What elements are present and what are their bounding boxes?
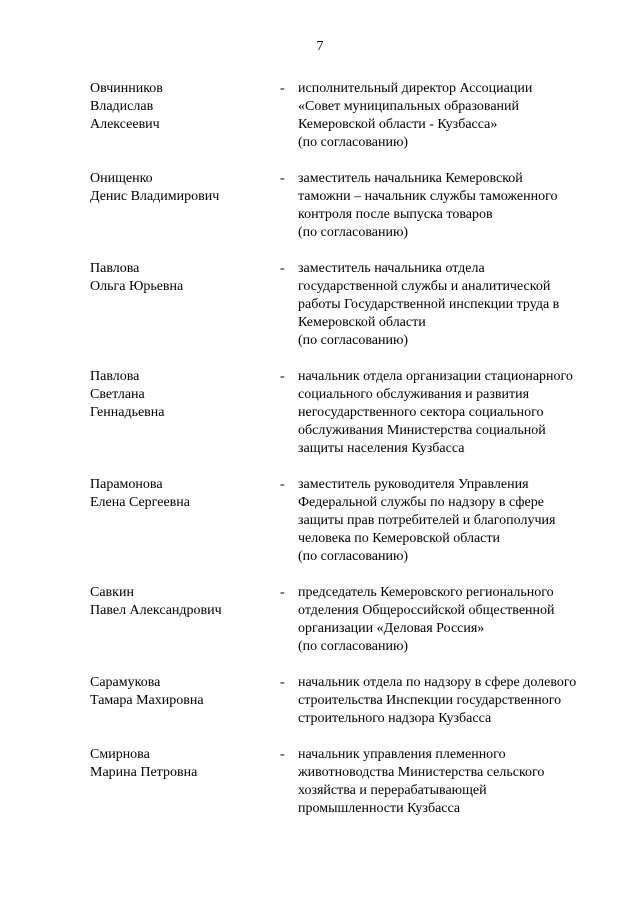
list-item	[90, 368, 610, 458]
member-name-line: Парамонова	[90, 477, 163, 492]
member-position-line: (по согласованию)	[298, 135, 409, 150]
member-position-line: (по согласованию)	[298, 639, 409, 654]
member-position-line: организации «Деловая Россия»	[298, 621, 485, 636]
separator-dash: -	[280, 675, 285, 690]
member-position-line: строительства Инспекции государственного	[298, 693, 562, 708]
member-name-line: Денис Владимирович	[90, 189, 220, 204]
member-name-line: Геннадьевна	[90, 405, 165, 420]
member-name-line: Алексеевич	[90, 117, 160, 132]
member-position-line: заместитель начальника отдела	[298, 261, 485, 276]
list-item	[90, 746, 610, 818]
member-position-line: социального обслуживания и развития	[298, 387, 530, 402]
separator-dash: -	[280, 171, 285, 186]
member-name-line: Павлова	[90, 261, 140, 276]
list-item	[90, 170, 610, 242]
separator-dash: -	[280, 81, 285, 96]
member-name	[90, 476, 280, 566]
member-position-line: животноводства Министерства сельского	[298, 765, 545, 780]
member-position-line: защиты населения Кузбасса	[298, 441, 465, 456]
separator-dash: -	[280, 747, 285, 762]
separator-dash: -	[280, 585, 285, 600]
member-list	[90, 80, 610, 836]
member-name-line: Савкин	[90, 585, 134, 600]
member-position	[298, 746, 610, 818]
member-position-line: заместитель руководителя Управления	[298, 477, 529, 492]
member-position-line: председатель Кемеровского регионального	[298, 585, 554, 600]
member-position-line: (по согласованию)	[298, 225, 409, 240]
list-item	[90, 260, 610, 350]
member-name	[90, 674, 280, 728]
member-name-line: Марина Петровна	[90, 765, 198, 780]
member-position-line: человека по Кемеровской области	[298, 531, 500, 546]
member-position-line: негосударственного сектора социального	[298, 405, 544, 420]
member-position	[298, 368, 610, 458]
member-name-line: Овчинников	[90, 81, 163, 96]
member-position-line: отделения Общероссийской общественной	[298, 603, 555, 618]
member-name-line: Ольга Юрьевна	[90, 279, 184, 294]
member-position-line: Кемеровской области	[298, 315, 426, 330]
member-position-line: начальник отдела организации стационарного	[298, 369, 573, 384]
list-item	[90, 476, 610, 566]
member-position-line: строительного надзора Кузбасса	[298, 711, 492, 726]
member-position-line: заместитель начальника Кемеровской	[298, 171, 523, 186]
member-position-line: (по согласованию)	[298, 549, 409, 564]
member-position-line: «Совет муниципальных образований	[298, 99, 520, 114]
member-name-line: Смирнова	[90, 747, 150, 762]
member-name	[90, 368, 280, 458]
member-name	[90, 584, 280, 656]
member-position-line: исполнительный директор Ассоциации	[298, 81, 533, 96]
member-position-line: Федеральной службы по надзору в сфере	[298, 495, 544, 510]
member-name-line: Елена Сергеевна	[90, 495, 190, 510]
member-position-line: хозяйства и перерабатывающей	[298, 783, 487, 798]
list-item	[90, 674, 610, 728]
separator-dash: -	[280, 477, 285, 492]
member-position-line: Кемеровской области - Кузбасса»	[298, 117, 498, 132]
member-name-line: Сарамукова	[90, 675, 161, 690]
member-name-line: Павел Александрович	[90, 603, 222, 618]
list-item	[90, 80, 610, 152]
member-name-line: Светлана	[90, 387, 145, 402]
member-position-line: работы Государственной инспекции труда в	[298, 297, 560, 312]
list-item	[90, 584, 610, 656]
member-position	[298, 80, 610, 152]
member-position-line: обслуживания Министерства социальной	[298, 423, 546, 438]
member-name-line: Онищенко	[90, 171, 153, 186]
member-position-line: таможни – начальник службы таможенного	[298, 189, 558, 204]
member-position	[298, 584, 610, 656]
page-number: 7	[316, 39, 324, 54]
member-position-line: защиты прав потребителей и благополучия	[298, 513, 556, 528]
member-position	[298, 170, 610, 242]
member-name	[90, 260, 280, 350]
member-name-line: Тамара Махировна	[90, 693, 204, 708]
member-position	[298, 260, 610, 350]
member-name-line: Владислав	[90, 99, 154, 114]
separator-dash: -	[280, 369, 285, 384]
member-position-line: контроля после выпуска товаров	[298, 207, 493, 222]
member-position-line: начальник отдела по надзору в сфере долевого	[298, 675, 577, 690]
member-position-line: (по согласованию)	[298, 333, 409, 348]
member-position-line: государственной службы и аналитической	[298, 279, 551, 294]
member-position	[298, 476, 610, 566]
member-name	[90, 746, 280, 818]
member-position	[298, 674, 610, 728]
member-name	[90, 170, 280, 242]
member-name-line: Павлова	[90, 369, 140, 384]
member-position-line: начальник управления племенного	[298, 747, 506, 762]
separator-dash: -	[280, 261, 285, 276]
member-name	[90, 80, 280, 152]
member-position-line: промышленности Кузбасса	[298, 801, 461, 816]
